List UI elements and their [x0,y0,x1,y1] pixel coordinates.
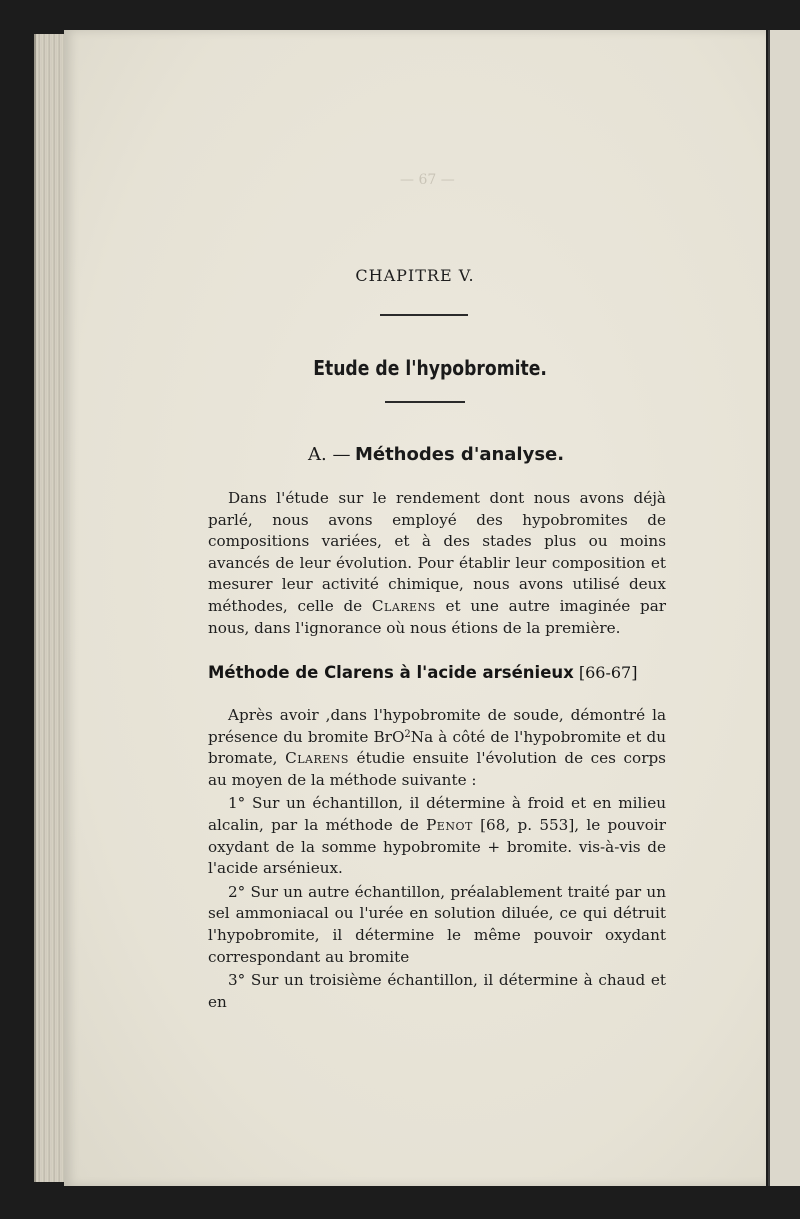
intro-text-1: Dans l'étude sur le rendement dont nous avons déjà parlé, nous avons employé des hypobromites de compositions variées, et à des stades plus ou moins avancés de leur évolution. Pour établir leur composition et mesurer leur activité chimique, nous avons utilisé deux méthodes, celle de [208,489,666,615]
intro-text-2: et une autre imaginée par nous, dans l'ignorance où nous étions de la première. [208,596,667,637]
chapter-title: Etude de l'hypobromite. [313,356,547,380]
method-reference: [66-67] [573,663,638,682]
chapter-label: CHAPITRE V. [355,266,475,285]
intro-paragraph [208,488,666,639]
step-1 [208,793,666,879]
author-name: Clarens [371,596,436,615]
author-name-2: Clarens [285,749,349,768]
method-text-3: étudie ensuite l'évolution de ces corps au moyen de la méthode suivante : [208,749,666,789]
section-title: Méthodes d'analyse. [354,444,565,465]
section-letter: A. — [308,444,351,465]
method-text-2: Na à côté de l'hypobromite et du bromate, [208,727,666,768]
section-heading [308,444,564,465]
method-paragraph [208,705,666,791]
method-body [208,705,666,1013]
chapter-divider-bottom [385,401,465,403]
page-number: — 67 — [400,172,455,188]
facing-page-edge [768,30,800,1186]
method-text-1: Après avoir ,dans l'hypobromite de soude, démontré la présence du bromite BrO [208,706,666,746]
step-2: 2° Sur un autre échantillon, préalablement traité par un sel ammoniacal ou l'urée en solution diluée, ce qui détruit l'hypobromite, il détermine le même pouvoir oxydant correspondant au bromite [208,882,666,966]
chapter-divider-top [380,314,468,316]
formula-subscript: 2 [404,728,411,740]
step-3: 3° Sur un troisième échantillon, il détermine à chaud et en [208,971,666,1011]
method-title: Méthode de Clarens à l'acide arsénieux [208,663,574,682]
method-heading [208,663,637,683]
author-name-penot: Penot [426,815,473,834]
step-1-text-1: 1° Sur un échantillon, il détermine à froid et en milieu alcalin, par la méthode de [208,794,666,834]
step-1-text-2: [68, p. 553], le pouvoir oxydant de la somme hypobromite + bromite. vis-à-vis de l'acide arsénieux. [208,815,666,878]
